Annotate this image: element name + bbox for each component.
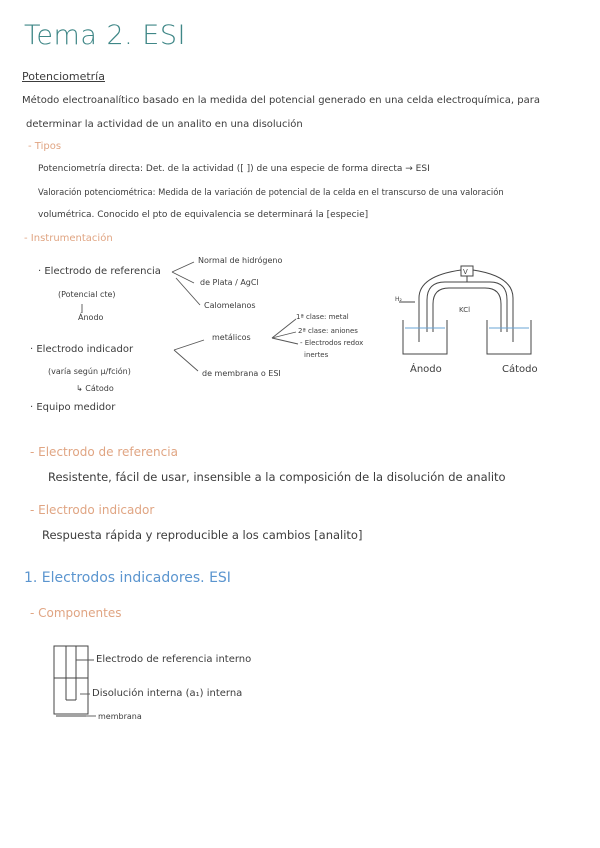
electrodo-indicador-heading: - Electrodo indicador: [30, 503, 155, 517]
tipos-item-1: Potenciometría directa: Det. de la actividad ([ ]) de una especie de forma directa → ESI: [38, 164, 430, 174]
ref-option-plata: de Plata / AgCl: [200, 278, 259, 287]
electrodo-referencia-heading: - Electrodo de referencia: [30, 445, 178, 459]
definition-line-2: determinar la actividad de un analito en una disolución: [26, 119, 303, 130]
anode-label: Ánodo: [410, 364, 442, 375]
ind-metalicos: metálicos: [212, 333, 251, 342]
potenciometria-heading: Potenciometría: [22, 70, 105, 83]
equipo-medidor: · Equipo medidor: [30, 402, 116, 413]
tipos-item-2-line-1: Valoración potenciométrica: Medida de la variación de potencial de la celda en el transcurso de una valoración: [38, 187, 504, 197]
ind-electrode-sub: (varía según μ/fción): [48, 367, 131, 376]
metal-option-1: 1ª clase: metal: [296, 313, 349, 321]
esi-label-referencia: Electrodo de referencia interno: [96, 654, 252, 665]
ind-membrana: de membrana o ESI: [202, 369, 281, 378]
ref-electrode-anode: Ánodo: [78, 313, 104, 322]
section-1-heading: 1. Electrodos indicadores. ESI: [24, 570, 231, 586]
metal-option-2: 2ª clase: aniones: [298, 327, 358, 335]
ref-electrode-sub: (Potencial cte): [58, 290, 116, 299]
electrodo-referencia-text: Resistente, fácil de usar, insensible a la composición de la disolución de analito: [48, 470, 506, 484]
componentes-heading: - Componentes: [30, 606, 122, 620]
tipos-heading: - Tipos: [28, 141, 62, 152]
salt-bridge-label: KCl: [459, 306, 471, 314]
instrumentacion-heading: - Instrumentación: [24, 233, 113, 244]
cathode-label: Cátodo: [502, 364, 538, 375]
metal-option-3: - Electrodos redox: [300, 339, 364, 347]
ind-electrode-label: · Electrodo indicador: [30, 344, 134, 355]
metal-option-inertes: inertes: [304, 351, 329, 359]
ref-option-hidrogeno: Normal de hidrógeno: [198, 256, 283, 265]
electrode-tag: H₂: [395, 296, 402, 303]
ref-electrode-label: · Electrodo de referencia: [38, 266, 161, 277]
tipos-item-2-line-2: volumétrica. Conocido el pto de equivalencia se determinará la [especie]: [38, 210, 369, 220]
definition-line-1: Método electroanalítico basado en la medida del potencial generado en una celda electroquímica, para: [22, 95, 541, 106]
esi-label-membrana: membrana: [98, 712, 142, 721]
page-title: Tema 2. ESI: [24, 20, 186, 51]
meter-symbol: V: [463, 268, 468, 276]
ind-electrode-cathode: ↳ Cátodo: [76, 384, 114, 393]
electrodo-indicador-text: Respuesta rápida y reproducible a los cambios [analito]: [42, 528, 363, 542]
ref-option-calomelanos: Calomelanos: [204, 301, 256, 310]
esi-label-disolucion: Disolución interna (a₁) interna: [92, 688, 243, 699]
